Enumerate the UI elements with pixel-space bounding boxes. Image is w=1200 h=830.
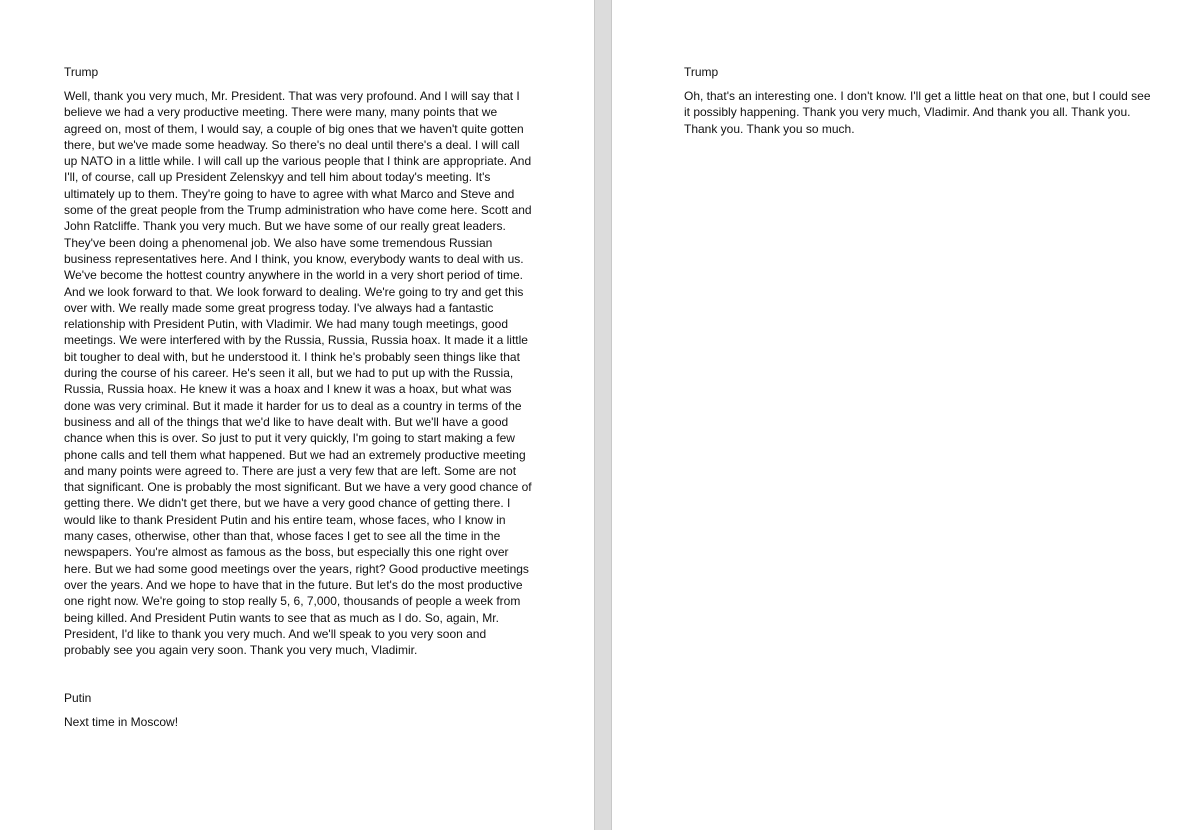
right-page [612, 0, 1200, 830]
speech-text: Next time in Moscow! [64, 715, 179, 729]
left-page [0, 0, 594, 830]
speaker-label: Trump [64, 65, 99, 79]
speaker-label: Putin [64, 691, 92, 705]
speech-text: Well, thank you very much, Mr. President. That was very profound. And I will say that I believe we had a very productive meeting. There were many, many points that we agreed on, most of them, I would say, a couple of big ones that we haven't quite gotten there, but we've made some headway. So there's no deal until there's a deal. I will call up NATO in a little while. I will call up the various people that I think are appropriate. And I'll, of course, call up President Zelenskyy and tell him about today's meeting. It's ultimately up to them. They're going to have to agree with what Marco and Steve and some of the great people from the Trump administration who have come here. Scott and John Ratcliffe. Thank you very much. But we have some of our really great leaders. They've been doing a phenomenal job. We also have some tremendous Russian business representatives here. And I think, you know, everybody wants to deal with us. We've become the hottest country anywhere in the world in a very short period of time. And we look forward to that. We look forward to dealing. We're going to try and get this over with. We really made some great progress today. I've always had a fantastic relationship with President Putin, with Vladimir. We had many tough meetings, good meetings. We were interfered with by the Russia, Russia, Russia hoax. It made it a little bit tougher to deal with, but he understood it. I think he's probably seen things like that during the course of his career. He's seen it all, but we had to put up with the Russia, Russia, Russia hoax. He knew it was a hoax and I knew it was a hoax, but what was done was very criminal. But it made it harder for us to deal as a country in terms of the business and all of the things that we'd like to have dealt with. But we'll have a good chance when this is over. So just to put it very quickly, I'm going to start making a few phone calls and tell them what happened. But we had an extremely productive meeting and many points were agreed to. There are just a very few that are left. Some are not that significant. One is probably the most significant. But we have a very good chance of getting there. We didn't get there, but we have a very good chance of getting there. I would like to thank President Putin and his entire team, whose faces, who I know in many cases, otherwise, other than that, whose faces I get to see all the time in the newspapers. You're almost as famous as the boss, but especially this one right over here. But we had some good meetings over the years, right? Good productive meetings over the years. And we hope to have that in the future. But let's do the most productive one right now. We're going to stop really 5, 6, 7,000, thousands of people a week from being killed. And President Putin wants to see that as much as I do. So, again, Mr. President, I'd like to thank you very much. And we'll speak to you very soon and probably see you again very soon. Thank you very much, Vladimir. [64, 89, 532, 658]
page-gutter [594, 0, 612, 830]
speech-text: Oh, that's an interesting one. I don't know. I'll get a little heat on that one, but I could see it possibly happening. Thank you very much, Vladimir. And thank you all. Thank you. Thank you. Thank you so much. [684, 89, 1151, 136]
speaker-label: Trump [684, 65, 719, 79]
